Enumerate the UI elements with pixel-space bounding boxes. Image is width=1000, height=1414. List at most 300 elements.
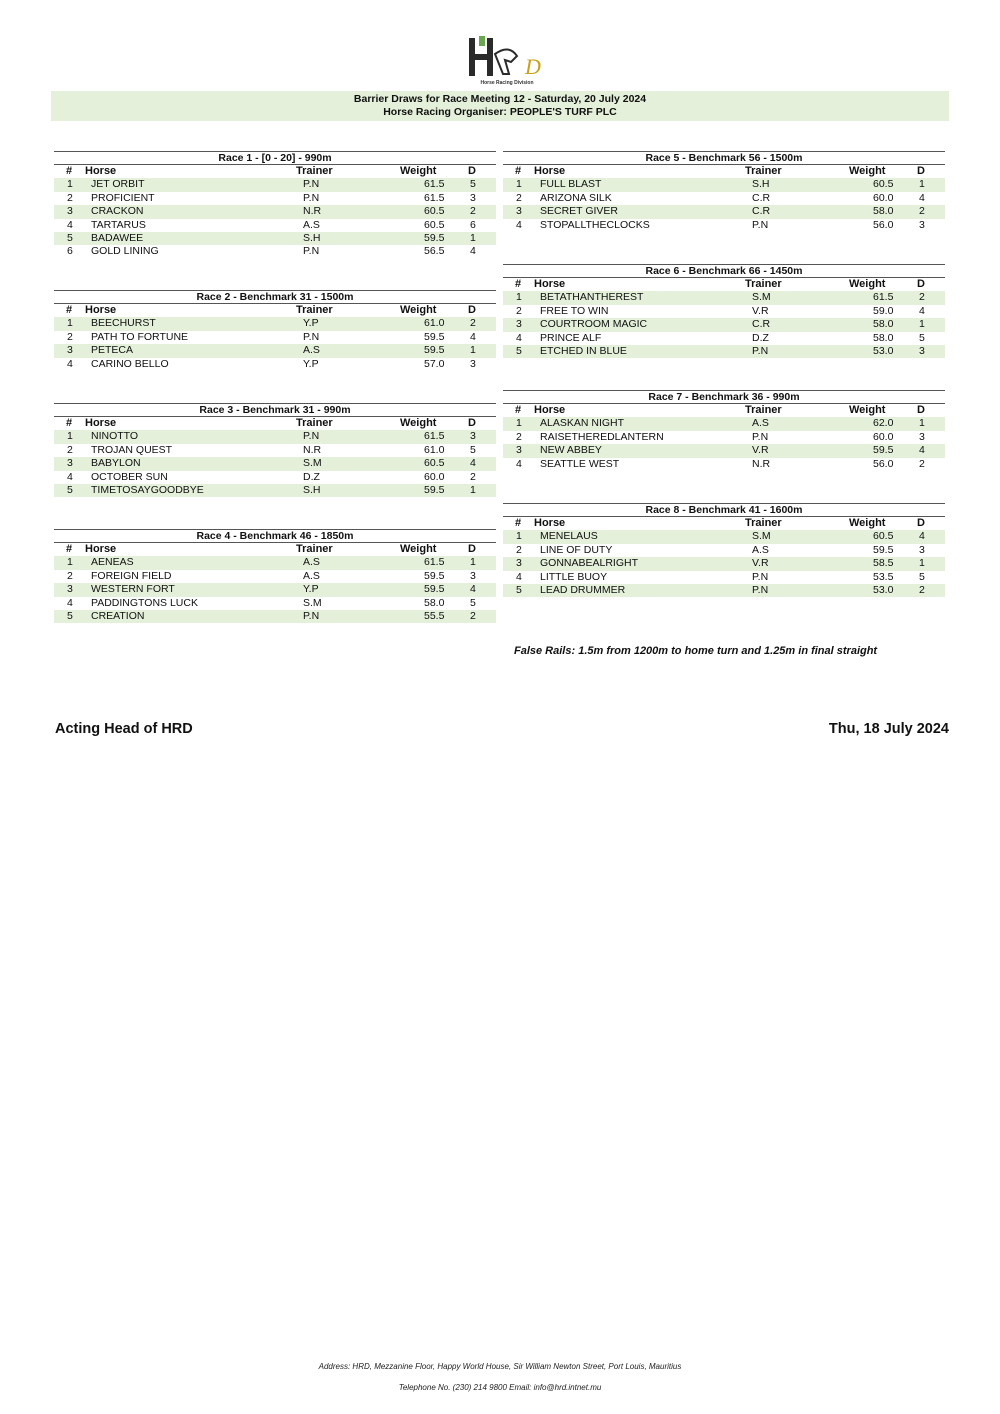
runner-num: 5: [516, 583, 522, 596]
race-table: [503, 264, 945, 358]
runner-draw: 2: [919, 457, 925, 470]
logo-caption: Horse Racing Division: [480, 80, 534, 86]
runner-trainer: A.S: [303, 556, 320, 569]
runner-horse: PATH TO FORTUNE: [91, 330, 189, 343]
runner-weight: 58.0: [424, 596, 445, 609]
runner-draw: 4: [919, 530, 925, 543]
runner-weight: 60.5: [873, 178, 894, 191]
runner-trainer: A.S: [303, 218, 320, 231]
runner-num: 2: [516, 430, 522, 443]
runner-trainer: V.R: [752, 444, 769, 457]
runner-horse: CRACKON: [91, 205, 144, 218]
column-header-horse: Horse: [85, 543, 117, 555]
runner-row: [54, 457, 496, 470]
column-header-trainer: Trainer: [745, 404, 782, 416]
runner-row: [54, 331, 496, 344]
runner-trainer: P.N: [752, 218, 769, 231]
race-table: [54, 403, 496, 497]
runner-num: 5: [67, 483, 73, 496]
column-header-trainer: Trainer: [745, 278, 782, 290]
runner-trainer: S.M: [752, 530, 771, 543]
runner-row: [54, 178, 496, 191]
runner-row: [503, 458, 945, 471]
page-title: Barrier Draws for Race Meeting 12 - Saturday, 20 July 2024: [353, 93, 647, 105]
race-title: Race 7 - Benchmark 36 - 990m: [503, 390, 945, 404]
runner-weight: 59.5: [873, 444, 894, 457]
runner-horse: ALASKAN NIGHT: [540, 417, 625, 430]
runner-trainer: S.H: [303, 231, 321, 244]
column-header-weight: Weight: [400, 543, 437, 555]
column-header-row: [503, 165, 945, 178]
column-header-row: [54, 304, 496, 317]
runner-horse: GONNABEALRIGHT: [540, 557, 639, 570]
column-header-trainer: Trainer: [745, 165, 782, 177]
runner-weight: 61.5: [424, 191, 445, 204]
runner-weight: 58.0: [873, 331, 894, 344]
runner-row: [503, 431, 945, 444]
runner-row: [503, 318, 945, 331]
column-header-horse: Horse: [534, 278, 566, 290]
column-header-draw: D: [468, 543, 476, 555]
runner-horse: CREATION: [91, 609, 145, 622]
runner-row: [54, 205, 496, 218]
runner-num: 5: [516, 344, 522, 357]
runner-draw: 2: [470, 205, 476, 218]
runner-horse: LINE OF DUTY: [540, 543, 613, 556]
header-banner: [51, 91, 949, 121]
runner-draw: 5: [470, 178, 476, 191]
runner-num: 1: [67, 430, 73, 443]
runner-horse: BEECHURST: [91, 317, 156, 330]
runner-trainer: D.Z: [303, 470, 320, 483]
runner-horse: MENELAUS: [540, 530, 598, 543]
runner-draw: 1: [470, 344, 476, 357]
runner-row: [54, 471, 496, 484]
column-header-weight: Weight: [849, 165, 886, 177]
runner-num: 1: [516, 178, 522, 191]
runner-row: [54, 245, 496, 258]
runner-draw: 1: [919, 318, 925, 331]
race-table: [503, 503, 945, 597]
runner-draw: 1: [919, 557, 925, 570]
runner-trainer: P.N: [752, 583, 769, 596]
runner-draw: 4: [470, 457, 476, 470]
runner-row: [54, 610, 496, 623]
runner-row: [503, 291, 945, 304]
runner-horse: ETCHED IN BLUE: [540, 344, 627, 357]
column-header-num: #: [515, 517, 522, 529]
runner-weight: 56.0: [873, 457, 894, 470]
runner-weight: 58.0: [873, 318, 894, 331]
runner-row: [503, 544, 945, 557]
runner-weight: 61.5: [873, 291, 894, 304]
runner-horse: STOPALLTHECLOCKS: [540, 218, 650, 231]
runner-horse: SEATTLE WEST: [540, 457, 620, 470]
race-title: Race 1 - [0 - 20] - 990m: [54, 151, 496, 165]
runner-trainer: A.S: [303, 344, 320, 357]
column-header-trainer: Trainer: [296, 165, 333, 177]
runner-horse: LEAD DRUMMER: [540, 583, 626, 596]
runner-trainer: P.N: [752, 344, 769, 357]
runner-trainer: S.H: [752, 178, 770, 191]
runner-weight: 53.0: [873, 583, 894, 596]
runner-row: [503, 305, 945, 318]
column-header-draw: D: [917, 278, 925, 290]
race-table: [54, 290, 496, 371]
runner-num: 1: [67, 317, 73, 330]
column-header-draw: D: [917, 165, 925, 177]
runner-row: [54, 358, 496, 371]
runner-weight: 57.0: [424, 357, 445, 370]
runner-num: 2: [67, 569, 73, 582]
runner-draw: 3: [919, 430, 925, 443]
runner-row: [54, 344, 496, 357]
runner-trainer: N.R: [303, 443, 322, 456]
column-header-row: [503, 278, 945, 291]
runner-draw: 1: [919, 178, 925, 191]
runner-draw: 3: [919, 543, 925, 556]
runner-draw: 4: [470, 583, 476, 596]
race-title: Race 8 - Benchmark 41 - 1600m: [503, 503, 945, 517]
runner-horse: BABYLON: [91, 457, 141, 470]
runner-num: 2: [67, 330, 73, 343]
runner-draw: 3: [470, 191, 476, 204]
runner-num: 3: [67, 344, 73, 357]
footer-address: Address: HRD, Mezzanine Floor, Happy World House, Sir William Newton Street, Port Louis, Mauritius: [318, 1362, 682, 1371]
runner-weight: 62.0: [873, 417, 894, 430]
runner-num: 3: [67, 457, 73, 470]
runner-horse: NINOTTO: [91, 430, 139, 443]
column-header-horse: Horse: [534, 404, 566, 416]
runner-trainer: S.H: [303, 483, 321, 496]
runner-horse: TARTARUS: [91, 218, 146, 231]
organiser-line: Horse Racing Organiser: PEOPLE'S TURF PLC: [383, 106, 617, 118]
runner-draw: 3: [919, 218, 925, 231]
runner-trainer: P.N: [303, 609, 320, 622]
runner-num: 4: [67, 218, 73, 231]
race-title: Race 2 - Benchmark 31 - 1500m: [54, 290, 496, 304]
column-header-num: #: [515, 165, 522, 177]
runner-horse: GOLD LINING: [91, 245, 159, 258]
runner-weight: 61.5: [424, 556, 445, 569]
runner-draw: 2: [470, 470, 476, 483]
runner-draw: 4: [919, 444, 925, 457]
runner-draw: 5: [470, 443, 476, 456]
column-header-weight: Weight: [400, 304, 437, 316]
runner-draw: 1: [919, 417, 925, 430]
column-header-num: #: [515, 404, 522, 416]
runner-trainer: N.R: [303, 205, 322, 218]
runner-num: 4: [67, 596, 73, 609]
signatory-title: Acting Head of HRD: [55, 721, 193, 737]
runner-num: 5: [67, 231, 73, 244]
column-header-horse: Horse: [85, 304, 117, 316]
runner-draw: 6: [470, 218, 476, 231]
runner-trainer: V.R: [752, 557, 769, 570]
runner-draw: 2: [470, 317, 476, 330]
runner-row: [503, 557, 945, 570]
runner-trainer: Y.P: [303, 357, 319, 370]
runner-trainer: S.M: [303, 457, 322, 470]
runner-draw: 1: [470, 556, 476, 569]
runner-num: 2: [67, 191, 73, 204]
column-header-row: [54, 417, 496, 430]
runner-trainer: P.N: [303, 330, 320, 343]
runner-num: 3: [67, 205, 73, 218]
column-header-horse: Horse: [85, 165, 117, 177]
runner-row: [503, 417, 945, 430]
runner-num: 1: [516, 530, 522, 543]
runner-num: 1: [67, 556, 73, 569]
runner-horse: OCTOBER SUN: [91, 470, 168, 483]
runner-weight: 59.5: [424, 583, 445, 596]
runner-row: [54, 484, 496, 497]
runner-row: [503, 205, 945, 218]
runner-row: [503, 332, 945, 345]
race-table: [54, 529, 496, 623]
runner-horse: PADDINGTONS LUCK: [91, 596, 198, 609]
column-header-draw: D: [468, 165, 476, 177]
column-header-row: [54, 165, 496, 178]
runner-row: [503, 584, 945, 597]
runner-draw: 5: [470, 596, 476, 609]
race-title: Race 5 - Benchmark 56 - 1500m: [503, 151, 945, 165]
runner-row: [54, 444, 496, 457]
column-header-weight: Weight: [849, 404, 886, 416]
runner-horse: TROJAN QUEST: [91, 443, 173, 456]
runner-weight: 59.5: [424, 483, 445, 496]
runner-weight: 53.0: [873, 344, 894, 357]
runner-draw: 4: [919, 304, 925, 317]
runner-draw: 1: [470, 231, 476, 244]
race-table: [503, 390, 945, 471]
column-header-row: [54, 543, 496, 556]
runner-weight: 58.5: [873, 557, 894, 570]
column-header-trainer: Trainer: [296, 417, 333, 429]
runner-row: [503, 178, 945, 191]
runner-row: [503, 345, 945, 358]
runner-num: 3: [516, 444, 522, 457]
runner-num: 2: [516, 543, 522, 556]
runner-weight: 59.5: [873, 543, 894, 556]
column-header-draw: D: [917, 517, 925, 529]
runner-weight: 61.0: [424, 443, 445, 456]
runner-row: [54, 430, 496, 443]
runner-weight: 59.5: [424, 569, 445, 582]
runner-trainer: C.R: [752, 318, 771, 331]
runner-num: 1: [516, 417, 522, 430]
runner-horse: FULL BLAST: [540, 178, 602, 191]
runner-weight: 53.5: [873, 570, 894, 583]
runner-row: [54, 219, 496, 232]
runner-num: 1: [516, 291, 522, 304]
runner-row: [54, 556, 496, 569]
runner-trainer: N.R: [752, 457, 771, 470]
runner-row: [54, 583, 496, 596]
column-header-num: #: [66, 417, 73, 429]
runner-row: [503, 530, 945, 543]
signature-date: Thu, 18 July 2024: [828, 721, 949, 737]
runner-weight: 61.5: [424, 178, 445, 191]
runner-num: 2: [516, 304, 522, 317]
runner-num: 4: [516, 457, 522, 470]
runner-weight: 60.0: [424, 470, 445, 483]
runner-draw: 3: [470, 430, 476, 443]
column-header-horse: Horse: [534, 517, 566, 529]
runner-trainer: S.M: [752, 291, 771, 304]
runner-weight: 56.5: [424, 245, 445, 258]
runner-trainer: A.S: [752, 543, 769, 556]
race-table: [503, 151, 945, 232]
runner-weight: 56.0: [873, 218, 894, 231]
runner-weight: 55.5: [424, 609, 445, 622]
runner-trainer: Y.P: [303, 317, 319, 330]
runner-horse: SECRET GIVER: [540, 205, 618, 218]
runner-trainer: P.N: [752, 570, 769, 583]
runner-weight: 58.0: [873, 205, 894, 218]
runner-draw: 4: [919, 191, 925, 204]
column-header-trainer: Trainer: [296, 543, 333, 555]
runner-draw: 1: [470, 483, 476, 496]
runner-horse: PRINCE ALF: [540, 331, 602, 344]
runner-num: 2: [67, 443, 73, 456]
column-header-draw: D: [917, 404, 925, 416]
svg-text:D: D: [525, 54, 541, 79]
column-header-horse: Horse: [534, 165, 566, 177]
runner-trainer: C.R: [752, 191, 771, 204]
runner-draw: 2: [470, 609, 476, 622]
runner-horse: BADAWEE: [91, 231, 144, 244]
runner-weight: 59.5: [424, 344, 445, 357]
runner-row: [54, 192, 496, 205]
runner-weight: 61.5: [424, 430, 445, 443]
runner-num: 3: [516, 205, 522, 218]
runner-draw: 4: [470, 330, 476, 343]
column-header-trainer: Trainer: [296, 304, 333, 316]
column-header-trainer: Trainer: [745, 517, 782, 529]
runner-weight: 60.5: [424, 218, 445, 231]
column-header-num: #: [66, 165, 73, 177]
runner-horse: CARINO BELLO: [91, 357, 169, 370]
runner-horse: NEW ABBEY: [540, 444, 602, 457]
runner-horse: ARIZONA SILK: [540, 191, 612, 204]
runner-row: [54, 232, 496, 245]
runner-trainer: V.R: [752, 304, 769, 317]
column-header-weight: Weight: [400, 165, 437, 177]
runner-num: 2: [516, 191, 522, 204]
runner-draw: 2: [919, 583, 925, 596]
runner-draw: 5: [919, 331, 925, 344]
runner-num: 4: [516, 570, 522, 583]
runner-horse: AENEAS: [91, 556, 134, 569]
column-header-horse: Horse: [85, 417, 117, 429]
runner-weight: 60.0: [873, 191, 894, 204]
runner-weight: 59.0: [873, 304, 894, 317]
runner-trainer: Y.P: [303, 583, 319, 596]
column-header-weight: Weight: [849, 278, 886, 290]
runner-row: [503, 192, 945, 205]
runner-horse: COURTROOM MAGIC: [540, 318, 648, 331]
runner-horse: LITTLE BUOY: [540, 570, 608, 583]
runner-trainer: P.N: [303, 178, 320, 191]
race-title: Race 4 - Benchmark 46 - 1850m: [54, 529, 496, 543]
runner-horse: TIMETOSAYGOODBYE: [91, 483, 204, 496]
runner-num: 3: [67, 583, 73, 596]
runner-draw: 5: [919, 570, 925, 583]
runner-num: 1: [67, 178, 73, 191]
runner-row: [54, 570, 496, 583]
runner-trainer: P.N: [303, 191, 320, 204]
runner-row: [503, 571, 945, 584]
runner-num: 4: [516, 331, 522, 344]
race-title: Race 6 - Benchmark 66 - 1450m: [503, 264, 945, 278]
runner-draw: 2: [919, 291, 925, 304]
runner-trainer: S.M: [303, 596, 322, 609]
column-header-row: [503, 404, 945, 417]
runner-row: [54, 317, 496, 330]
runner-row: [54, 597, 496, 610]
footer-contact: Telephone No. (230) 214 9800 Email: info@hrd.intnet.mu: [398, 1383, 602, 1392]
column-header-num: #: [66, 543, 73, 555]
runner-trainer: C.R: [752, 205, 771, 218]
runner-horse: PROFICIENT: [91, 191, 155, 204]
column-header-draw: D: [468, 304, 476, 316]
runner-weight: 60.5: [424, 205, 445, 218]
runner-trainer: A.S: [752, 417, 769, 430]
runner-num: 4: [67, 357, 73, 370]
runner-num: 4: [67, 470, 73, 483]
column-header-row: [503, 517, 945, 530]
runner-horse: PETECA: [91, 344, 134, 357]
column-header-num: #: [66, 304, 73, 316]
runner-num: 4: [516, 218, 522, 231]
runner-row: [503, 219, 945, 232]
column-header-weight: Weight: [400, 417, 437, 429]
runner-horse: FREE TO WIN: [540, 304, 609, 317]
runner-weight: 60.0: [873, 430, 894, 443]
column-header-draw: D: [468, 417, 476, 429]
runner-draw: 3: [470, 569, 476, 582]
runner-horse: FOREIGN FIELD: [91, 569, 172, 582]
runner-weight: 59.5: [424, 231, 445, 244]
runner-weight: 60.5: [873, 530, 894, 543]
runner-trainer: P.N: [303, 245, 320, 258]
column-header-weight: Weight: [849, 517, 886, 529]
runner-horse: RAISETHEREDLANTERN: [540, 430, 664, 443]
runner-draw: 3: [919, 344, 925, 357]
runner-draw: 4: [470, 245, 476, 258]
runner-draw: 3: [470, 357, 476, 370]
runner-draw: 2: [919, 205, 925, 218]
runner-trainer: P.N: [303, 430, 320, 443]
runner-num: 3: [516, 557, 522, 570]
column-header-num: #: [515, 278, 522, 290]
runner-num: 3: [516, 318, 522, 331]
runner-trainer: D.Z: [752, 331, 769, 344]
runner-horse: WESTERN FORT: [91, 583, 175, 596]
runner-trainer: P.N: [752, 430, 769, 443]
runner-weight: 59.5: [424, 330, 445, 343]
runner-weight: 61.0: [424, 317, 445, 330]
runner-num: 5: [67, 609, 73, 622]
race-title: Race 3 - Benchmark 31 - 990m: [54, 403, 496, 417]
runner-weight: 60.5: [424, 457, 445, 470]
runner-horse: BETATHANTHEREST: [540, 291, 644, 304]
runner-horse: JET ORBIT: [91, 178, 145, 191]
runner-trainer: A.S: [303, 569, 320, 582]
runner-num: 6: [67, 245, 73, 258]
race-table: [54, 151, 496, 259]
